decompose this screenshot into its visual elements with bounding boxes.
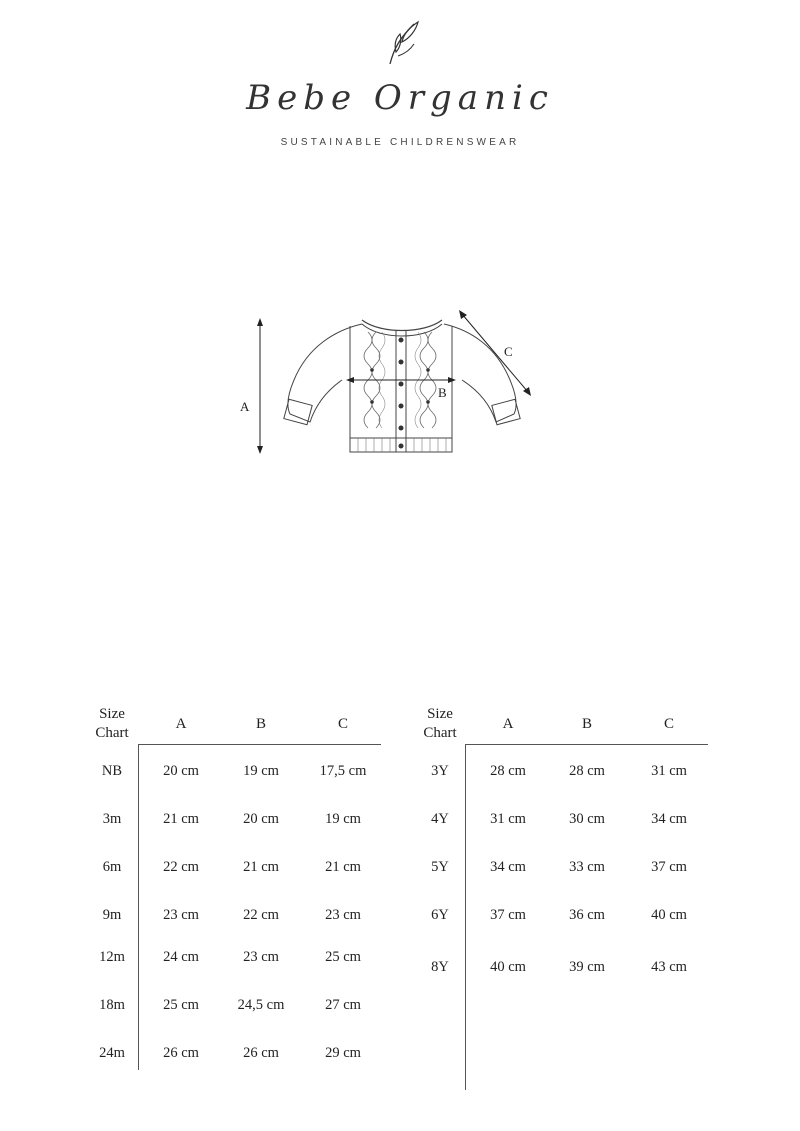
header-divider bbox=[138, 744, 381, 745]
header-divider bbox=[465, 744, 708, 745]
cell-b: 24,5 cm bbox=[237, 997, 285, 1013]
size-chart-right bbox=[408, 700, 718, 1090]
cell-c: 17,5 cm bbox=[319, 763, 367, 779]
column-header-c: C bbox=[663, 716, 674, 732]
row-size-label: 4Y bbox=[431, 811, 449, 827]
row-size-label: 3Y bbox=[431, 763, 449, 779]
cell-c: 34 cm bbox=[651, 811, 687, 827]
cell-a: 28 cm bbox=[490, 763, 526, 779]
cell-b: 19 cm bbox=[243, 763, 279, 779]
cell-b: 33 cm bbox=[569, 859, 605, 875]
row-size-label: 8Y bbox=[431, 959, 449, 975]
row-size-label: 6m bbox=[102, 859, 122, 875]
row-size-label: 18m bbox=[99, 997, 125, 1013]
row-size-label: 5Y bbox=[431, 859, 449, 875]
column-header-c: C bbox=[337, 716, 348, 732]
cell-a: 31 cm bbox=[490, 811, 526, 827]
row-size-label: 24m bbox=[99, 1045, 125, 1061]
cell-c: 40 cm bbox=[651, 907, 687, 923]
cell-a: 26 cm bbox=[163, 1045, 199, 1061]
cell-a: 23 cm bbox=[163, 907, 199, 923]
size-chart-corner-label: Size Chart bbox=[95, 706, 129, 741]
cell-a: 40 cm bbox=[490, 959, 526, 975]
cell-b: 21 cm bbox=[243, 859, 279, 875]
cell-b: 26 cm bbox=[243, 1045, 279, 1061]
cell-b: 30 cm bbox=[569, 811, 605, 827]
column-header-b: B bbox=[581, 716, 592, 732]
cell-a: 37 cm bbox=[490, 907, 526, 923]
cell-c: 29 cm bbox=[325, 1045, 361, 1061]
cell-b: 23 cm bbox=[243, 949, 279, 965]
cell-a: 20 cm bbox=[163, 763, 199, 779]
row-size-label: 12m bbox=[99, 949, 125, 965]
row-size-label: 3m bbox=[102, 811, 122, 827]
cell-a: 22 cm bbox=[163, 859, 199, 875]
cell-a: 34 cm bbox=[490, 859, 526, 875]
row-size-label: NB bbox=[101, 763, 123, 779]
cell-b: 22 cm bbox=[243, 907, 279, 923]
row-size-label: 6Y bbox=[431, 907, 449, 923]
leaf-sprig-icon bbox=[384, 18, 424, 68]
label-b: B bbox=[438, 385, 447, 400]
cell-a: 21 cm bbox=[163, 811, 199, 827]
cell-c: 21 cm bbox=[325, 859, 361, 875]
cell-c: 31 cm bbox=[651, 763, 687, 779]
label-a: A bbox=[240, 399, 250, 414]
cell-b: 36 cm bbox=[569, 907, 605, 923]
cell-c: 37 cm bbox=[651, 859, 687, 875]
brand-name: Bebe Organic bbox=[246, 78, 554, 118]
cell-c: 43 cm bbox=[651, 959, 687, 975]
column-header-b: B bbox=[255, 716, 266, 732]
cardigan-drawing bbox=[230, 310, 550, 470]
cell-c: 27 cm bbox=[325, 997, 361, 1013]
cell-c: 23 cm bbox=[325, 907, 361, 923]
column-header-a: A bbox=[502, 716, 514, 732]
cell-b: 39 cm bbox=[569, 959, 605, 975]
size-chart-corner-label: Size Chart bbox=[423, 706, 457, 741]
column-header-a: A bbox=[175, 716, 187, 732]
cell-a: 24 cm bbox=[163, 949, 199, 965]
row-size-label: 9m bbox=[102, 907, 122, 923]
size-chart-left bbox=[80, 700, 390, 1090]
brand-header bbox=[0, 0, 800, 170]
cell-b: 20 cm bbox=[243, 811, 279, 827]
brand-tagline: SUSTAINABLE CHILDRENSWEAR bbox=[280, 137, 520, 148]
cell-b: 28 cm bbox=[569, 763, 605, 779]
cell-a: 25 cm bbox=[163, 997, 199, 1013]
cell-c: 25 cm bbox=[325, 949, 361, 965]
cell-c: 19 cm bbox=[325, 811, 361, 827]
label-c: C bbox=[504, 344, 513, 359]
